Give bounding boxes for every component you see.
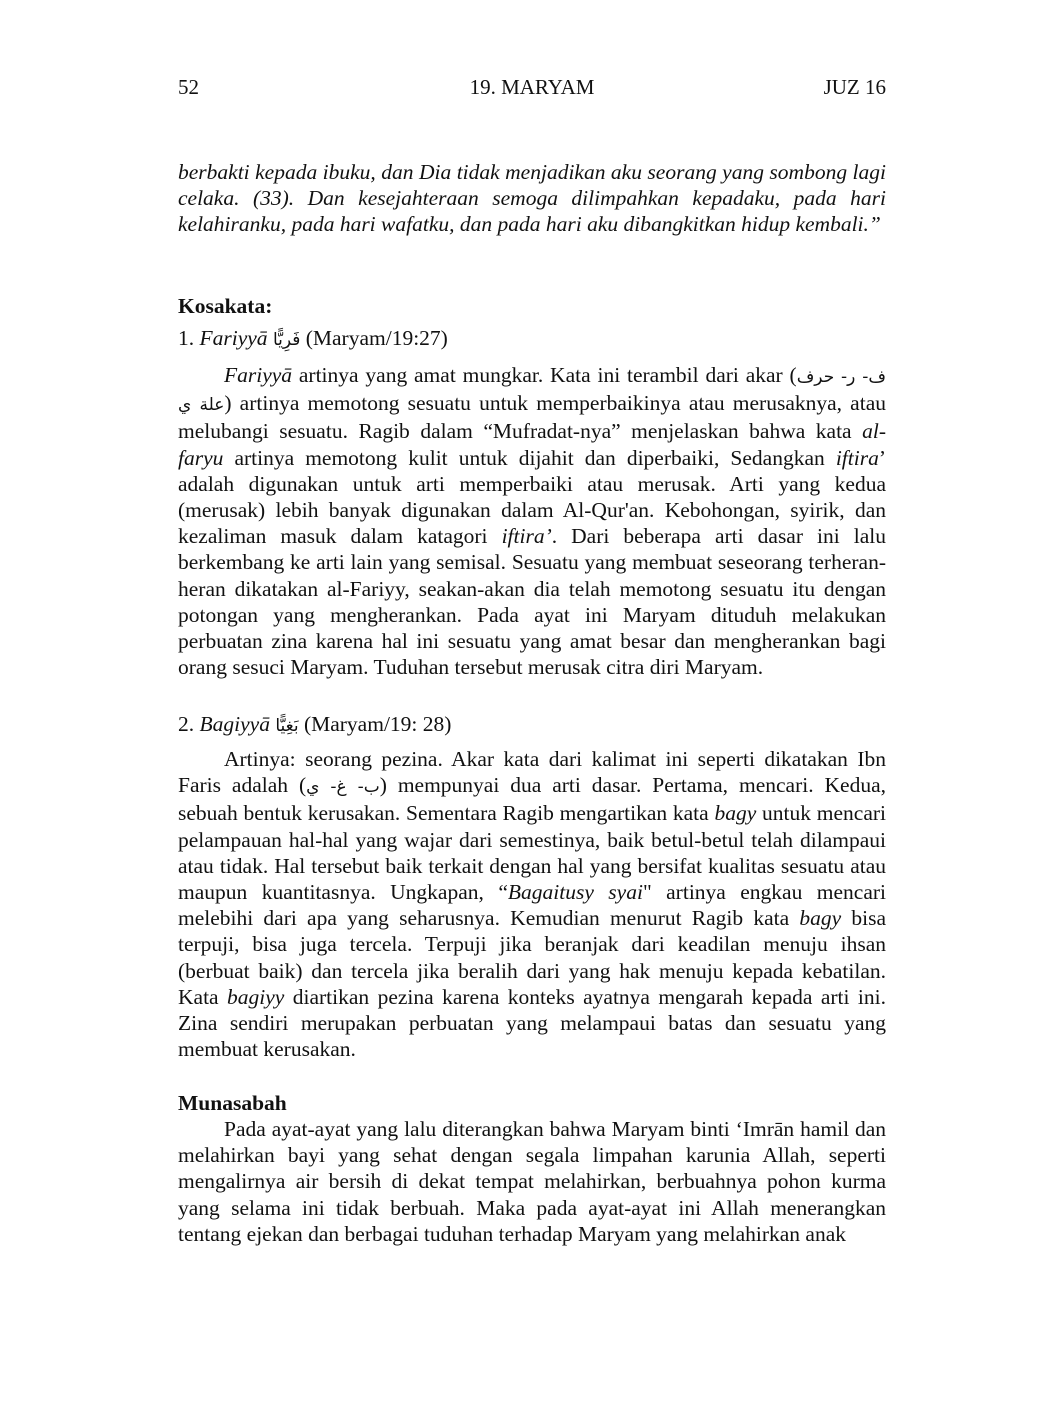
text-run: . Dari beberapa arti dasar ini lalu berkembang ke arti lain yang semisal. Sesuatu yang membuat seseorang terheran-heran dikatakan al-Fariyy, seakan-akan dia telah memotong sesuatu itu dengan potongan yang mengherankan. Pada ayat ini Maryam dituduh melakukan perbuatan zina karena hal ini sesuatu yang amat besar dan mengherankan bagi orang sesuci Maryam. Tuduhan tersebut merusak citra diri Maryam. <box>178 524 886 680</box>
term: iftira <box>835 445 879 470</box>
entry-number: 1. <box>178 326 195 350</box>
text-run: bisa terpuji, bisa juga tercela. Terpuji jika beranjak dari keadilan menuju ihsan (berbuat baik) dan tercela jika beralih dari yang hak menuju kepada kebatilan. Kata <box>178 906 886 1009</box>
running-head <box>178 74 886 100</box>
entry-reference: (Maryam/19: 28) <box>303 712 452 736</box>
entry-number: 2. <box>178 712 195 736</box>
root-arabic: ف- ر- حرف علة ي <box>178 367 887 416</box>
text-run: untuk mencari pelampauan hal-hal yang wajar dari semestinya, baik betul-betul telah dilampaui atau tidak. Hal tersebut baik terkait dengan hal yang bersifat kualitas sesuatu atau maupun kuantitasnya. Ungkapan, “ <box>178 801 887 905</box>
vocab-entry-title-1 <box>178 325 886 353</box>
text-run: Artinya: seorang pezina. Akar kata dari kalimat ini seperti dikatakan Ibn Faris adalah ( <box>178 747 886 798</box>
term: Bagaitusy syai <box>507 880 643 905</box>
munasabah-paragraph: Pada ayat-ayat yang lalu diterangkan bahwa Maryam binti ‘Imrān hamil dan melahirkan bayi yang sehat dengan segala limpahan karunia Allah, seperti mengalirnya air bersih di dekat tempat melahirkan, berbuahnya pohon kurma yang selama ini tidak berbuah. Maka pada ayat-ayat ini Allah menerangkan tentang ejekan dan berbagai tuduhan terhadap Maryam yang melahirkan anak <box>178 1117 886 1246</box>
text-run: diartikan pezina karena konteks ayatnya mengarah kepada arti ini. Zina sendiri merupakan perbuatan yang melampaui batas dan sesuatu yang membuat kerusakan. <box>178 984 886 1062</box>
term: Fariyyā <box>224 363 293 387</box>
page-number: 52 <box>178 75 199 99</box>
term: bagy <box>714 801 757 826</box>
root-arabic: ب- غ- ي <box>306 777 380 798</box>
term: al-faryu <box>178 419 886 470</box>
text-run: artinya memotong kulit untuk dijahit dan diperbaiki, Sedangkan <box>223 445 836 470</box>
vocab-entry-paragraph-1 <box>178 362 886 680</box>
text-run: artinya yang amat mungkar. Kata ini terambil dari akar ( <box>292 363 797 387</box>
vocab-entry-title-2 <box>178 711 886 739</box>
text-run: " artinya engkau mencari melebihi dari apa yang seharusnya. Kemudian menurut Ragib kata <box>178 880 887 931</box>
text-run: ) artinya memotong sesuatu untuk memperbaikinya atau merusaknya, atau melubangi sesuatu. Ragib dalam “Mufradat-nya” menjelaskan bahwa kata <box>178 391 886 444</box>
term: bagy <box>799 906 842 931</box>
juz-label: JUZ 16 <box>823 75 886 99</box>
kosakata-heading: Kosakata: <box>178 294 273 318</box>
text-run: ) mempunyai dua arti dasar. Pertama, mencari. Kedua, sebuah bentuk kerusakan. Sementara Ragib mengartikan kata <box>178 773 886 826</box>
entry-term: Fariyyā <box>199 326 268 350</box>
text-run: ’ adalah digunakan untuk arti memperbaiki atau merusak. Arti yang kedua (merusak) lebih banyak digunakan dalam Al-Qur'an. Kebohongan, syirik, dan kezaliman masuk dalam katagori <box>178 445 886 549</box>
term: bagiyy <box>227 984 285 1009</box>
entry-reference: (Maryam/19:27) <box>305 326 448 350</box>
intro-quote: berbakti kepada ibuku, dan Dia tidak menjadikan aku seorang yang sombong lagi celaka. (33). Dan kesejahteraan semoga dilimpahkan kepadaku, pada hari kelahiranku, pada hari wafatku, dan pada hari aku dibangkitkan hidup kembali.” <box>178 160 886 237</box>
term: iftira’ <box>501 524 552 549</box>
entry-arabic: فَرِيًّا <box>272 330 301 350</box>
vocab-entry-paragraph-2 <box>178 746 886 1062</box>
entry-term: Bagiyyā <box>199 712 270 736</box>
munasabah-heading: Munasabah <box>178 1091 287 1115</box>
entry-arabic: بَغِيًّا <box>275 716 299 736</box>
chapter-title: 19. MARYAM <box>469 75 595 99</box>
